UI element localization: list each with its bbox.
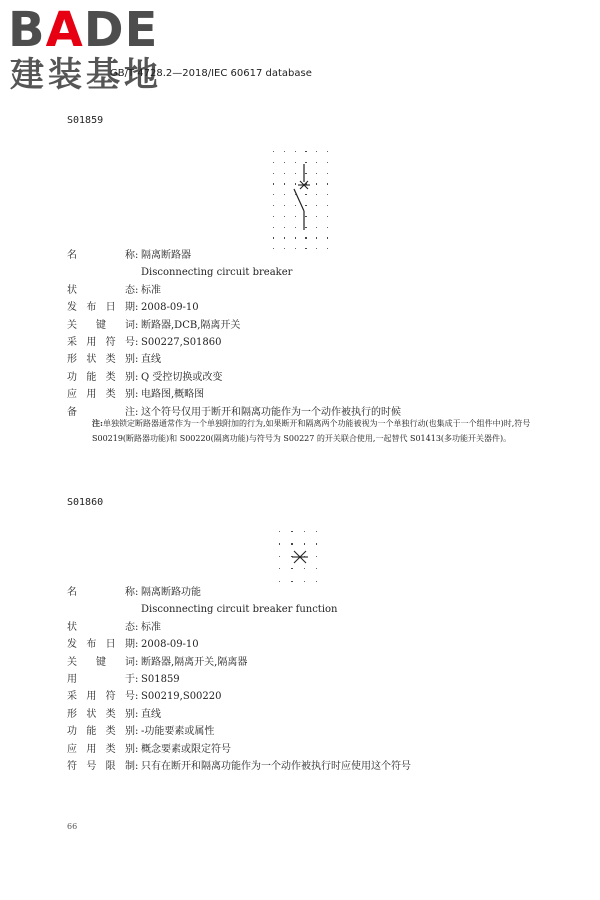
field-label: [67, 671, 135, 688]
field-label-char: 采: [67, 337, 77, 349]
note-label: 注:: [92, 418, 103, 428]
field-label: [67, 351, 135, 368]
field-label-char: 号: [124, 691, 135, 703]
field-row: 状 态 : 标准: [67, 619, 411, 636]
field-label-char: 形: [67, 708, 77, 720]
field-label-char: 状: [67, 284, 77, 296]
field-label: [67, 317, 135, 334]
field-value: 2008-09-10: [141, 639, 199, 651]
field-label-char: 符: [67, 761, 77, 773]
field-row: 功 能 类 别 : Q 受控切换或改变: [67, 369, 401, 386]
field-label-char: 符: [105, 337, 116, 349]
breaker-function-icon: [278, 530, 323, 580]
field-label-char: 于: [125, 674, 135, 686]
field-value: S00219,S00220: [141, 691, 222, 703]
field-label-char: 发: [67, 302, 77, 314]
field-label-char: 状: [86, 708, 97, 720]
standard-header: GB/T 4728.2—2018/IEC 60617 database: [110, 68, 312, 79]
field-row-en: [67, 264, 401, 281]
grid-dot: [304, 581, 305, 582]
field-value: 电路图,概略图: [141, 389, 205, 401]
field-label: [67, 299, 135, 316]
field-label: [67, 247, 135, 264]
field-row: 发 布 日 期 : 2008-09-10: [67, 299, 401, 316]
field-label-char: 日: [105, 639, 116, 651]
field-label-char: 词: [125, 319, 135, 331]
field-row: 发 布 日 期 : 2008-09-10: [67, 636, 411, 653]
field-label-char: 用: [67, 674, 77, 686]
field-label-char: 称: [125, 250, 135, 261]
field-label-char: 备: [67, 406, 77, 418]
field-label-char: 类: [105, 354, 116, 366]
field-row: 状 态 : 标准: [67, 282, 401, 299]
field-label-char: 别: [124, 708, 135, 720]
field-value: 断路器,DCB,隔离开关: [141, 319, 241, 331]
field-label: [67, 706, 135, 723]
field-label-char: 日: [105, 302, 116, 314]
field-value: S01859: [141, 674, 180, 686]
field-label-char: 符: [105, 691, 116, 703]
field-label-char: 键: [96, 656, 106, 668]
field-label-char: 制: [124, 761, 135, 773]
field-label: [67, 619, 135, 636]
grid-dot: [295, 173, 296, 174]
field-label: [67, 386, 135, 403]
field-label-char: 称: [125, 587, 135, 598]
entry-1-note: [92, 416, 536, 446]
field-row: 备 注 : 这个符号仅用于断开和隔离功能作为一个动作被执行的时候: [67, 404, 401, 421]
grid-dot: [295, 227, 296, 228]
field-label-char: 用: [86, 337, 97, 349]
field-value-english: Disconnecting circuit breaker: [141, 267, 293, 279]
field-value: 2008-09-10: [141, 302, 199, 314]
field-label-char: 期: [124, 302, 135, 314]
field-label: [67, 654, 135, 671]
field-label: [67, 584, 135, 601]
field-label: [67, 636, 135, 653]
field-row: 形 状 类 别 : 直线: [67, 351, 401, 368]
field-value: 标准: [141, 284, 161, 296]
field-label-char: 类: [105, 708, 116, 720]
field-row: 形 状 类 别 : 直线: [67, 706, 411, 723]
field-row: 采 用 符 号 : S00227,S01860: [67, 334, 401, 351]
field-row: 关 键 词 : 断路器,DCB,隔离开关: [67, 317, 401, 334]
field-label: [67, 741, 135, 758]
page-number: 66: [67, 822, 78, 831]
field-label-char: 名: [67, 587, 77, 598]
grid-dot: [305, 162, 306, 163]
field-label: [67, 369, 135, 386]
field-label-char: 关: [67, 656, 77, 668]
field-label-char: 功: [67, 726, 77, 738]
field-label: [67, 758, 135, 775]
grid-dot: [305, 237, 306, 238]
field-value: 隔离断路功能: [141, 587, 201, 598]
field-row: 应 用 类 别 : 电路图,概略图: [67, 386, 401, 403]
field-label-char: 形: [67, 354, 77, 366]
field-label-char: 布: [86, 639, 97, 651]
logo-subtitle: 建装基地: [10, 55, 162, 95]
disconnecting-circuit-breaker-function-symbol: [278, 530, 323, 580]
field-label-char: 类: [105, 371, 116, 383]
field-label-char: 类: [105, 743, 116, 755]
field-label-char: 类: [105, 389, 116, 401]
entry-1-fields: [67, 247, 401, 421]
field-label-char: 类: [105, 726, 116, 738]
breaker-switch-icon: [272, 150, 330, 242]
field-value: S00227,S01860: [141, 337, 222, 349]
grid-dot: [291, 556, 292, 557]
field-label-char: 应: [67, 389, 77, 401]
logo-brand: BADE: [8, 2, 159, 58]
field-label-char: 别: [124, 354, 135, 366]
field-label-char: 用: [86, 691, 97, 703]
grid-dot: [304, 543, 305, 544]
field-label-char: 别: [124, 371, 135, 383]
field-label-char: 状: [86, 354, 97, 366]
field-label-char: 应: [67, 743, 77, 755]
symbol-id-1: S01859: [67, 115, 104, 126]
field-label: [67, 688, 135, 705]
field-label: [67, 334, 135, 351]
field-label-char: 发: [67, 639, 77, 651]
field-label-char: 布: [86, 302, 97, 314]
field-label-char: 期: [124, 639, 135, 651]
field-value: 直线: [141, 708, 161, 720]
field-label-char: 注: [125, 406, 135, 418]
entry-2-fields: [67, 584, 411, 775]
field-row: 应 用 类 别 : 概念要素或限定符号: [67, 741, 411, 758]
field-row: 功 能 类 别 : -功能要素或属性: [67, 723, 411, 740]
field-row: 关 键 词 : 断路器,隔离开关,隔离器: [67, 654, 411, 671]
field-label-char: 词: [125, 656, 135, 668]
field-row: 符 号 限 制 : 只有在断开和隔离功能作为一个动作被执行时应使用这个符号: [67, 758, 411, 775]
grid-dot: [316, 581, 317, 582]
field-label-char: 能: [86, 726, 97, 738]
field-label-char: 采: [67, 691, 77, 703]
grid-dot: [284, 183, 285, 184]
field-row: 名 称 : 隔离断路器: [67, 247, 401, 264]
disconnecting-circuit-breaker-symbol: [272, 150, 330, 242]
symbol-id-2: S01860: [67, 497, 104, 508]
field-value: -功能要素或属性: [141, 726, 215, 738]
field-label-char: 功: [67, 371, 77, 383]
field-row: 用 于 : S01859: [67, 671, 411, 688]
field-value: 概念要素或限定符号: [141, 743, 231, 755]
field-label-char: 用: [86, 743, 97, 755]
field-value: Q 受控切换或改变: [141, 371, 223, 383]
grid-dot: [291, 543, 292, 544]
field-label-char: 态: [125, 284, 135, 296]
field-value: 这个符号仅用于断开和隔离功能作为一个动作被执行的时候: [141, 406, 401, 418]
field-label-char: 关: [67, 319, 77, 331]
field-label-char: 号: [124, 337, 135, 349]
field-label-char: 键: [96, 319, 106, 331]
field-value: 隔离断路器: [141, 250, 191, 261]
grid-dot: [291, 581, 292, 582]
field-label-char: 用: [86, 389, 97, 401]
field-row: 采 用 符 号 : S00219,S00220: [67, 688, 411, 705]
field-label-char: 限: [105, 761, 116, 773]
field-label: [67, 723, 135, 740]
field-label: [67, 282, 135, 299]
field-value: 只有在断开和隔离功能作为一个动作被执行时应使用这个符号: [141, 761, 411, 773]
field-label-char: 状: [67, 621, 77, 633]
note-text: 单独锁定断路器通常作为一个单独附加的行为,如果断开和隔离两个功能被视为一个单独行动(也集成于一个组件中)时,符号 S00219(断路器功能)和 S00220(隔离功能)与符号为 S00227 的开关联合使用,一起替代 S01413(多功能开关器件)。: [92, 419, 531, 443]
grid-dot: [305, 216, 306, 217]
field-label-char: 别: [124, 726, 135, 738]
field-label-char: 态: [125, 621, 135, 633]
field-row: 名 称 : 隔离断路功能: [67, 584, 411, 601]
field-label-char: 别: [124, 743, 135, 755]
field-value-english: Disconnecting circuit breaker function: [141, 604, 338, 616]
field-row-en: [67, 601, 411, 618]
field-value: 直线: [141, 354, 161, 366]
grid-dot: [305, 183, 306, 184]
publisher-logo: [8, 4, 178, 94]
field-label-char: 号: [86, 761, 97, 773]
field-label-char: 能: [86, 371, 97, 383]
field-value: 断路器,隔离开关,隔离器: [141, 656, 248, 668]
field-label-char: 别: [124, 389, 135, 401]
field-label-char: 名: [67, 250, 77, 261]
grid-dot: [279, 581, 280, 582]
grid-dot: [284, 237, 285, 238]
field-value: 标准: [141, 621, 161, 633]
